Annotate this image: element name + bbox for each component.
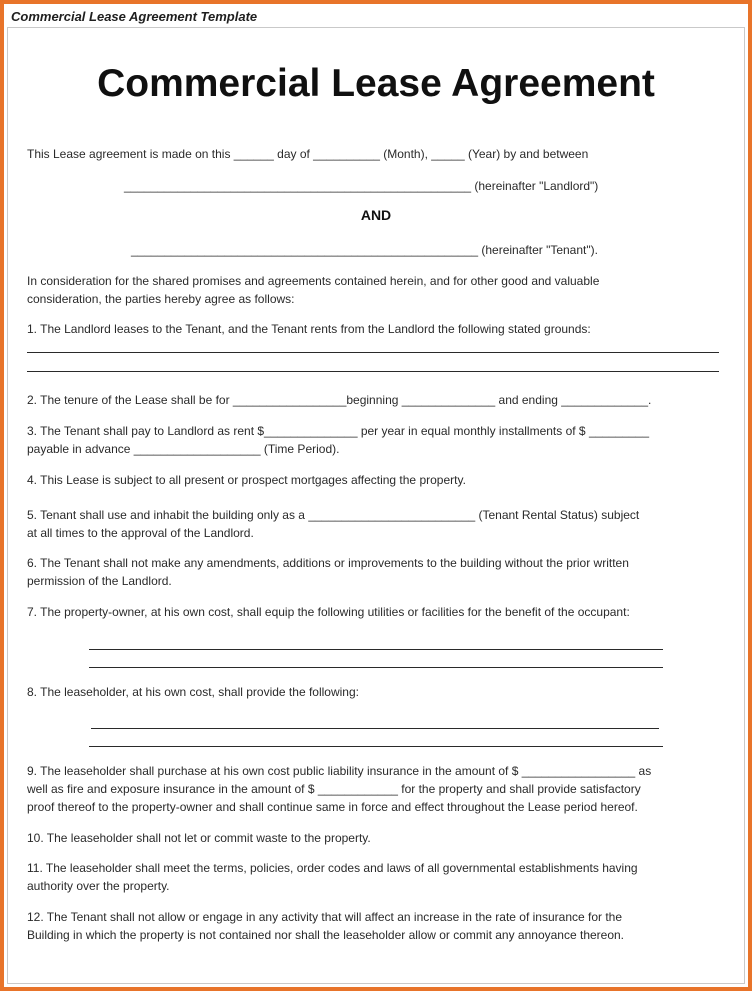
- clause-6-line-2: permission of the Landlord.: [27, 574, 172, 588]
- intro-date-line: This Lease agreement is made on this ______ day of __________ (Month), _____ (Year) by and between: [27, 147, 589, 161]
- consideration-line-2: consideration, the parties hereby agree as follows:: [27, 292, 295, 306]
- clause-5-line-1: 5. Tenant shall use and inhabit the building only as a _________________________ (Tenant Rental Status) subject: [27, 508, 640, 522]
- blank-line: [89, 746, 663, 747]
- clause-11-line-2: authority over the property.: [27, 879, 170, 893]
- blank-line: [89, 649, 663, 650]
- landlord-line: ____________________________________________________ (hereinafter "Landlord"): [124, 179, 599, 193]
- clause-3-line-2: payable in advance ___________________ (Time Period).: [27, 442, 340, 456]
- consideration-line-1: In consideration for the shared promises and agreements contained herein, and for other good and valuable: [27, 274, 600, 288]
- clause-4: 4. This Lease is subject to all present or prospect mortgages affecting the property.: [27, 473, 466, 487]
- clause-11-line-1: 11. The leaseholder shall meet the terms, policies, order codes and laws of all governmental establishments having: [27, 861, 638, 875]
- clause-6-line-1: 6. The Tenant shall not make any amendments, additions or improvements to the building without the prior written: [27, 556, 629, 570]
- tenant-line: ____________________________________________________ (hereinafter "Tenant").: [131, 243, 598, 257]
- clause-9-line-2: well as fire and exposure insurance in the amount of $ ____________ for the property and shall provide satisfactory: [27, 782, 641, 796]
- clause-1: 1. The Landlord leases to the Tenant, and the Tenant rents from the Landlord the following stated grounds:: [27, 322, 591, 336]
- clause-2: 2. The tenure of the Lease shall be for _________________beginning ______________ and ending _____________.: [27, 393, 652, 407]
- clause-3-line-1: 3. The Tenant shall pay to Landlord as rent $______________ per year in equal monthly installments of $ _________: [27, 424, 650, 438]
- blank-line: [27, 352, 719, 353]
- clause-10: 10. The leaseholder shall not let or commit waste to the property.: [27, 831, 371, 845]
- clause-7: 7. The property-owner, at his own cost, shall equip the following utilities or facilities for the benefit of the occupant:: [27, 605, 630, 619]
- blank-line: [91, 728, 659, 729]
- clause-8: 8. The leaseholder, at his own cost, shall provide the following:: [27, 685, 359, 699]
- clause-9-line-3: proof thereof to the property-owner and shall continue same in force and effect throughout the Lease period hereof.: [27, 800, 638, 814]
- template-caption: Commercial Lease Agreement Template: [11, 9, 258, 24]
- clause-9-line-1: 9. The leaseholder shall purchase at his own cost public liability insurance in the amount of $ _________________ as: [27, 764, 652, 778]
- and-label: AND: [360, 207, 392, 223]
- clause-5-line-2: at all times to the approval of the Landlord.: [27, 526, 254, 540]
- document-title: Commercial Lease Agreement: [97, 62, 655, 105]
- clause-12-line-1: 12. The Tenant shall not allow or engage in any activity that will affect an increase in the rate of insurance for the: [27, 910, 623, 924]
- blank-line: [89, 667, 663, 668]
- clause-12-line-2: Building in which the property is not contained nor shall the leaseholder allow or commit any annoyance thereon.: [27, 928, 625, 942]
- blank-line: [27, 371, 719, 372]
